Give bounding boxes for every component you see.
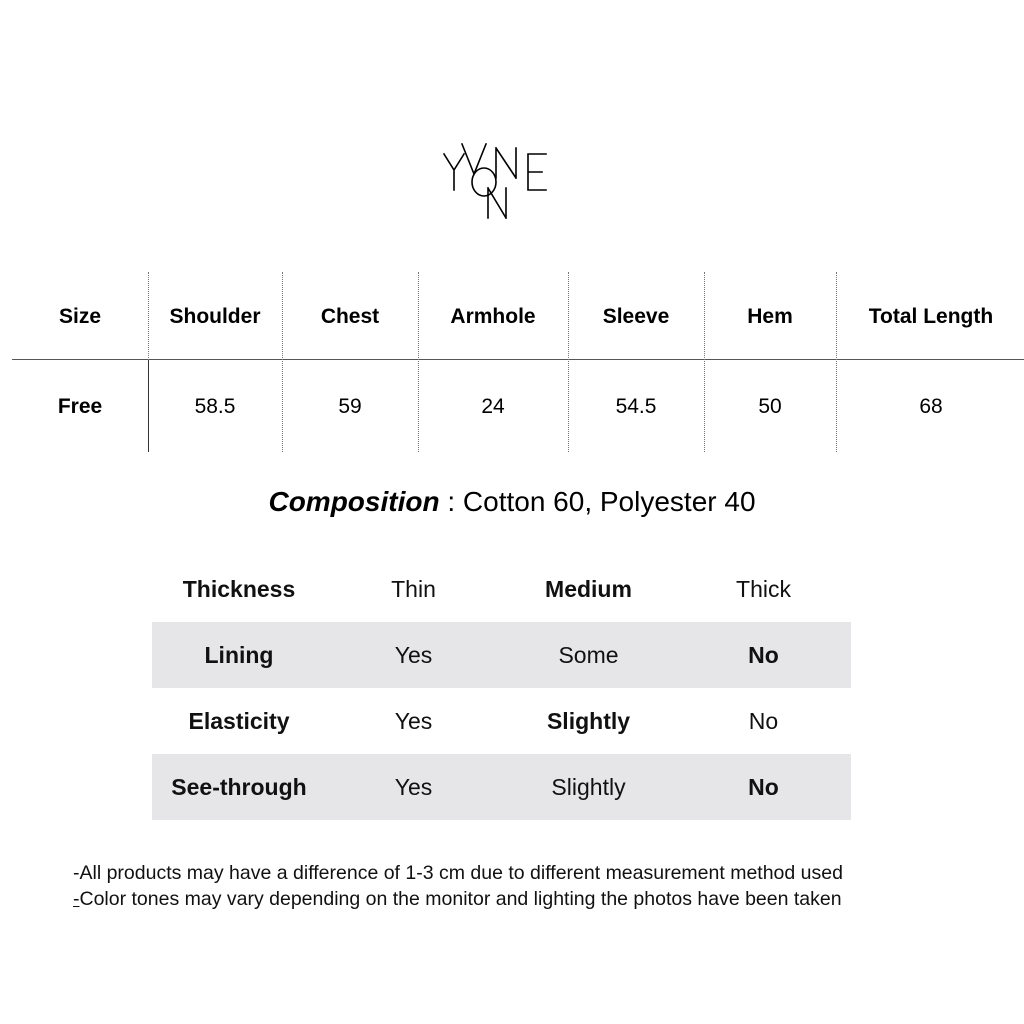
header-hem: Hem xyxy=(747,304,793,328)
fabric-option: Thin xyxy=(391,576,436,602)
fabric-label: Lining xyxy=(204,642,274,668)
fabric-label: See-through xyxy=(171,774,307,800)
fabric-option-selected: No xyxy=(748,774,779,800)
composition-value: Cotton 60, Polyester 40 xyxy=(462,486,756,517)
column-divider xyxy=(418,272,419,452)
cell-size: Free xyxy=(57,394,103,418)
header-size: Size xyxy=(58,304,102,328)
fabric-option: No xyxy=(748,708,779,734)
header-armhole: Armhole xyxy=(450,304,536,328)
cell-armhole: 24 xyxy=(481,394,505,418)
note-color-text: Color tones may vary depending on the monitor and lighting the photos have been taken xyxy=(79,888,842,910)
composition-separator: : xyxy=(439,486,463,517)
fabric-option: Some xyxy=(558,642,619,668)
header-total-length: Total Length xyxy=(868,304,994,328)
fabric-option: Yes xyxy=(394,774,433,800)
header-chest: Chest xyxy=(320,304,380,328)
cell-chest: 59 xyxy=(338,394,362,418)
column-divider-solid xyxy=(148,360,149,452)
fabric-option-selected: Slightly xyxy=(546,708,631,734)
fabric-row-lining xyxy=(152,622,851,688)
disclaimer-notes xyxy=(73,860,973,912)
fabric-option-selected: Medium xyxy=(545,576,632,602)
fabric-properties-table xyxy=(152,556,851,820)
fabric-option: Yes xyxy=(394,708,433,734)
size-table-header-row xyxy=(12,272,1024,360)
cell-hem: 50 xyxy=(758,394,782,418)
header-sleeve: Sleeve xyxy=(602,304,670,328)
column-divider xyxy=(568,272,569,452)
header-shoulder: Shoulder xyxy=(169,304,261,328)
column-divider xyxy=(836,272,837,452)
fabric-option-selected: No xyxy=(748,642,779,668)
fabric-option: Yes xyxy=(394,642,433,668)
composition-label: Composition xyxy=(268,486,440,517)
cell-sleeve: 54.5 xyxy=(615,394,657,418)
note-dash: - xyxy=(73,888,80,910)
fabric-option: Thick xyxy=(736,576,791,602)
cell-shoulder: 58.5 xyxy=(194,394,236,418)
fabric-row-thickness xyxy=(152,556,851,622)
note-measurement: -All products may have a difference of 1-3 cm due to different measurement method used xyxy=(73,862,843,884)
column-divider xyxy=(282,272,283,452)
composition-line xyxy=(0,486,1024,518)
fabric-row-elasticity xyxy=(152,688,851,754)
fabric-option: Slightly xyxy=(551,774,626,800)
size-table xyxy=(12,272,1024,452)
fabric-label: Elasticity xyxy=(188,708,290,734)
fabric-row-see-through xyxy=(152,754,851,820)
size-table-row-free xyxy=(12,360,1024,452)
brand-logo xyxy=(440,140,564,224)
note-color xyxy=(73,886,973,912)
cell-total-length: 68 xyxy=(919,394,943,418)
fabric-label: Thickness xyxy=(182,576,296,602)
column-divider xyxy=(704,272,705,452)
